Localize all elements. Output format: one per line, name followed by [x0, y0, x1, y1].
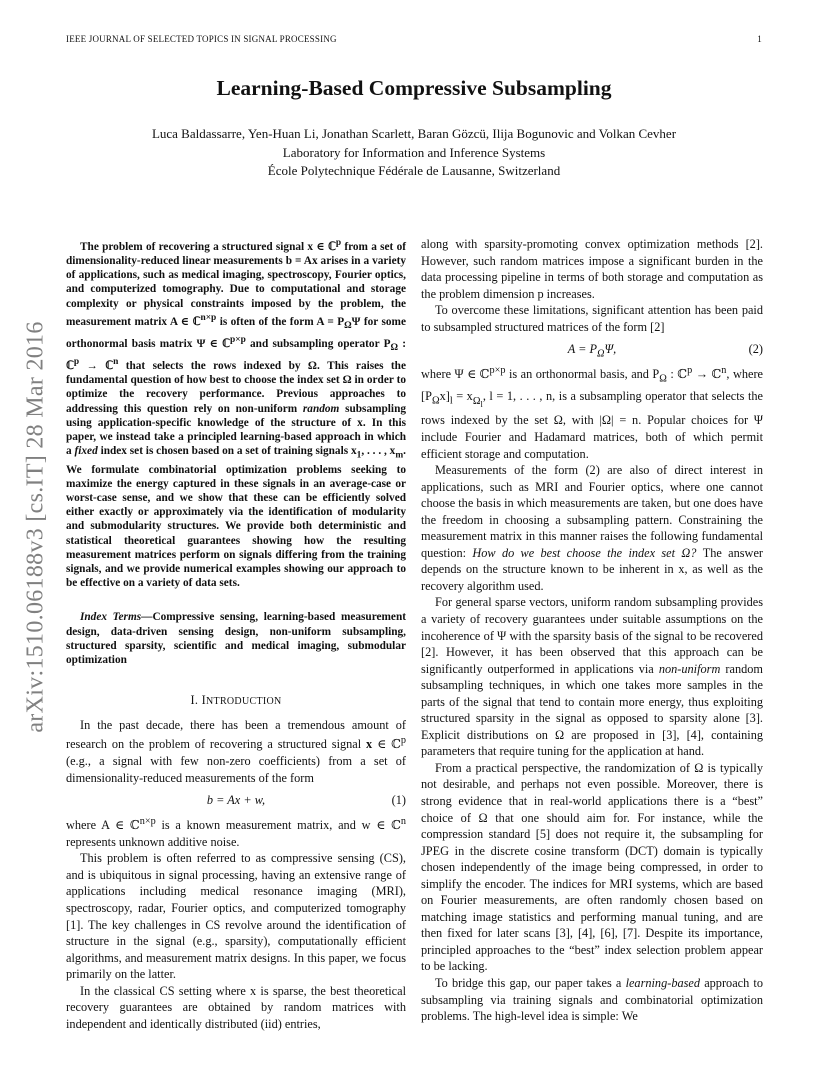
paper-title: Learning-Based Compressive Subsampling — [216, 76, 612, 100]
intro-paragraph-1: In the past decade, there has been a tremendous amount of research on the problem of recovering a structured signal x ∈ ℂ$^p$ (e.g., a signal with few non-zero coefficients) from a set of dimensionality-reduced measurements of the form — [66, 717, 406, 785]
right-column — [421, 236, 763, 1025]
intro-paragraph-2: where A ∈ ℂ$^{n\times p}$ is a known measurement matrix, and w ∈ ℂ$^n$ represents unknown additive noise. — [66, 816, 406, 849]
intro-paragraph-3: This problem is often referred to as compressive sensing (CS), and is ubiquitous in signal processing, having an extensive range of applications including medical resonance imaging (MRI), spectroscopy, radar, Fourier optics, and computerized tomography [1]. The key challenges in CS revolve around the identification of structure in the signal (e.g., sparsity), computationally efficient algorithms, and measurement matrix designs. In this paper, we focus primarily on the latter. — [66, 851, 406, 982]
arxiv-stamp: arXiv:1510.06188v3 [cs.IT] 28 Mar 2016 — [22, 321, 49, 733]
body-paragraph-2: To overcome these limitations, significant attention has been paid to subsampled structured matrices of the form [2] — [421, 303, 763, 334]
equation-2 — [421, 335, 763, 363]
intro-paragraph-4: In the classical CS setting where x is sparse, the best theoretical recovery guarantees are obtained by random matrices with independent and identically distributed (iid) entries, — [66, 983, 406, 1031]
author-list: Luca Baldassarre, Yen-Huan Li, Jonathan Scarlett, Baran Gözcü, Ilija Bogunovic and Volkan Cevher — [151, 126, 677, 141]
equation-1 — [66, 786, 406, 814]
equation-1-number: (1) — [391, 793, 406, 808]
body-paragraph-1: along with sparsity-promoting convex optimization methods [2]. However, such random matrices impose a significant burden in the data processing pipeline in terms of both storage and computation as the problem dimension p increases. — [421, 237, 763, 301]
abstract: The problem of recovering a structured signal x ∈ ℂ$^p$ from a set of dimensionality-reduced linear measurements b = Ax arises in a variety of applications, such as medical imaging, spectroscopy, Fourier optics, and computerized tomography. Due to computational and storage complexity or physical constraints imposed by the problem, the measurement matrix A ∈ ℂ$^{n\times p}$ is often of the form $A = P_\Omega\Psi$ for some orthonormal basis matrix Ψ ∈ ℂ$^{p\times p}$ and subsampling operator $P_\Omega$ : ℂ$^p$ → ℂ$^n$ that selects the rows indexed by Ω. This raises the fundamental question of how best to choose the index set Ω in order to optimize the recovery performance. Previous approaches to addressing this question rely on non-uniform random subsampling using application-specific knowledge of the structure of x. In this paper, we instead take a principled learning-based approach in which a fixed index set is chosen based on a set of training signals $x_1$, . . . , $x_m$. We formulate combinatorial optimization problems seeking to maximize the energy captured in these signals in an average-case or worst-case sense, and we show that these can be efficiently solved either exactly or approximately via the identification of modularity and submodularity structures. We provide both deterministic and statistical theoretical guarantees showing how the resulting measurement matrices perform on signals differing from the training signals, and we provide numerical examples showing our approach to be effective on a variety of data sets. — [66, 238, 406, 590]
left-column — [66, 236, 406, 1032]
body-paragraph-5: For general sparse vectors, uniform random subsampling provides a variety of recovery guarantees under suitable assumptions on the incoherence of Ψ with the sparsity basis of the signal to be recovered [2]. However, it has been observed that this approach can be significantly outperformed in applications via non-uniform random subsampling techniques, in which one takes more samples in the parts of the signal that tend to contain more energy, thus exploiting structured sparsity in the signal as opposed to sparsity alone [3]. Explicit distributions on Ω are proposed in [3], [4], containing parameters that require tuning for the application at hand. — [421, 595, 763, 759]
equation-1-body: b = Ax + w, — [206, 793, 266, 808]
body-paragraph-4: Measurements of the form (2) are also of direct interest in applications, such as MRI and Fourier optics, where one cannot choose the basis in which measurements are taken, but one does have the freedom in choosing a subsampling pattern. Constraining the measurement matrix in this manner raises the following fundamental question: How do we best choose the index set Ω? The answer depends on the structure known to be inherent in x, as well as the recovery algorithm used. — [421, 463, 763, 593]
affiliation-school: École Polytechnique Fédérale de Lausanne, Switzerland — [267, 163, 561, 178]
index-terms: Index Terms—Compressive sensing, learning-based measurement design, data-driven sensing design, non-uniform subsampling, structured sparsity, scientific and medical imaging, submodular optimization — [66, 611, 406, 667]
equation-2-number: (2) — [748, 342, 763, 357]
page-number: 1 — [757, 34, 762, 44]
body-paragraph-7: To bridge this gap, our paper takes a learning-based approach to subsampling via training signals and combinatorial optimization problems. The high-level idea is simple: We — [421, 976, 763, 1024]
body-paragraph-3: where Ψ ∈ ℂ$^{p\times p}$ is an orthonormal basis, and $P_\Omega$ : ℂ$^p$ → ℂ$^n$, where $[P_\Omega x]_l = x_{\Omega_l}$, l = 1, . . . , n, is a subsampling operator that selects the rows indexed by the set Ω, with |Ω| = n. Popular choices for Ψ include Fourier and Hadamard matrices, both of which permit efficient storage and computation. — [421, 365, 764, 461]
index-terms-label: Index Terms — [80, 611, 142, 624]
journal-name: IEEE JOURNAL OF SELECTED TOPICS IN SIGNAL PROCESSING — [66, 34, 337, 44]
section-heading-introduction: I. INTRODUCTION — [190, 693, 282, 708]
equation-2-body: $A = P_\Omega\Psi$, — [567, 342, 617, 360]
body-paragraph-6: From a practical perspective, the randomization of Ω is typically not desirable, and perhaps not even possible. Moreover, there is strong evidence that in real-world applications there is a “best” choice of Ω that one should aim for. For instance, while the compression standard [5] does not require it, the subsampling for JPEG in the discrete cosine transform (DCT) domain is typically chosen independently of the image being compressed, in order to simplify the encoder. The indices for MRI systems, which are based on Fourier measurements, are often randomly chosen based on matching image statistics and performing manual tuning, and are then fixed for later scans [3], [4], [6], [7]. Despite its importance, principled approaches to the “best” index selection problem appear to be lacking. — [421, 760, 763, 974]
affiliation-lab: Laboratory for Information and Inference Systems — [282, 145, 546, 160]
